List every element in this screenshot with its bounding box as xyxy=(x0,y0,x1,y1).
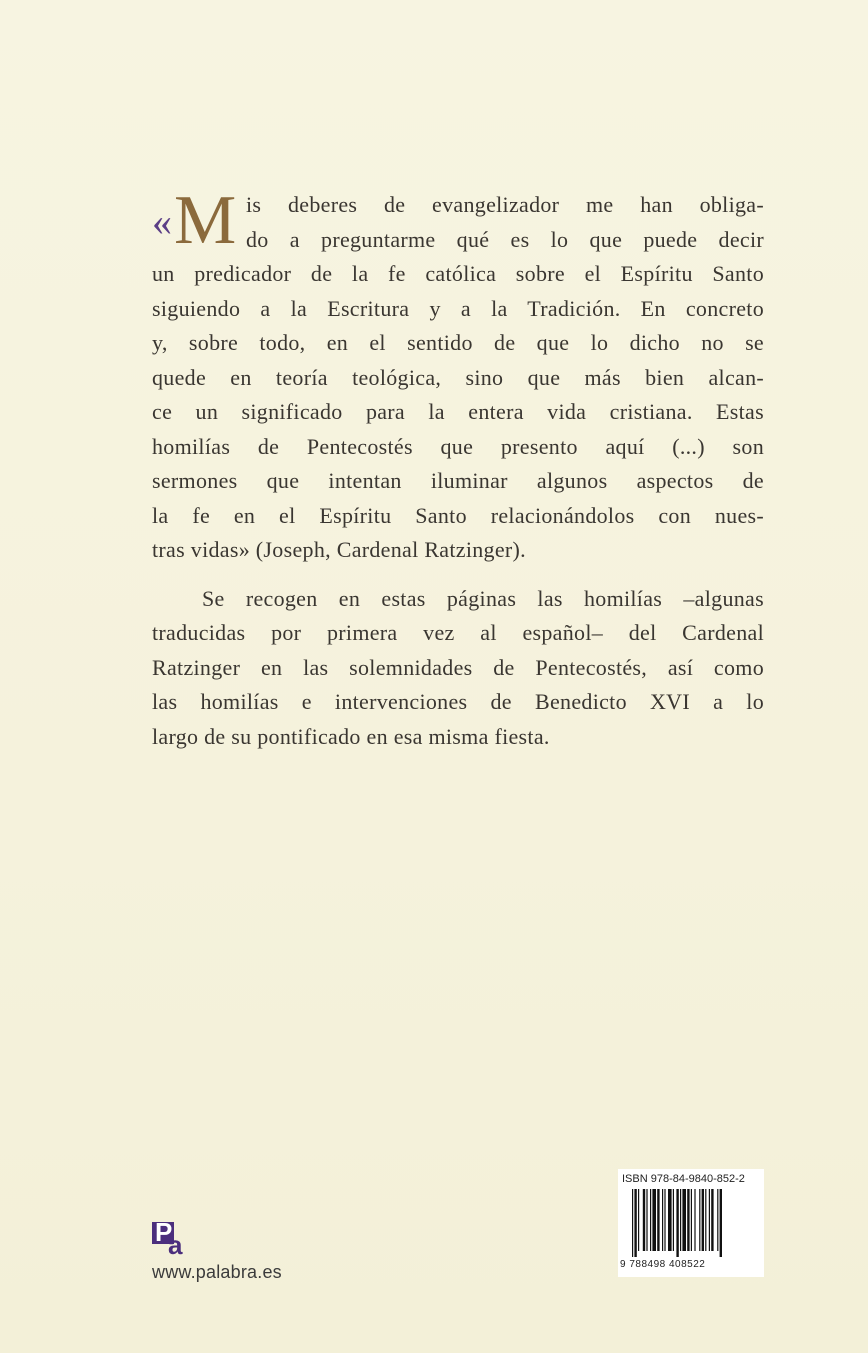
logo-letter-p: P xyxy=(155,1217,173,1247)
text-line: tras vidas» (Joseph, Cardenal Ratzinger). xyxy=(152,537,526,562)
text-line: largo de su pontificado en esa misma fiesta. xyxy=(152,723,550,749)
text-line: do a preguntarme qué es lo que puede decir xyxy=(246,226,764,252)
isbn-label: ISBN 978-84-9840-852-2 xyxy=(622,1173,745,1185)
drop-cap xyxy=(152,182,237,259)
isbn-barcode xyxy=(618,1169,764,1277)
text-line: siguiendo a la Escritura y a la Tradición. En concreto xyxy=(152,295,764,321)
text-line: las homilías e intervenciones de Benedicto XVI a lo xyxy=(152,689,764,714)
text-line: quede en teoría teológica, sino que más bien alcan- xyxy=(152,364,764,390)
logo-letter-a: a xyxy=(168,1230,183,1260)
text-line: homilías de Pentecostés que presento aquí (...) son xyxy=(152,433,764,459)
palabra-logo-icon xyxy=(152,1217,192,1260)
text-line: y, sobre todo, en el sentido de que lo dicho no se xyxy=(152,330,764,355)
publisher-block xyxy=(152,1217,282,1283)
opening-quote: « xyxy=(152,199,172,244)
ean-digits: 9 788498 408522 xyxy=(620,1259,706,1270)
text-line: sermones que intentan iluminar algunos aspectos de xyxy=(152,468,764,493)
text-line: un predicador de la fe católica sobre el Espíritu Santo xyxy=(152,261,764,286)
text-line: traducidas por primera vez al español– del Cardenal xyxy=(152,620,764,645)
text-line: Se recogen en estas páginas las homilías –algunas xyxy=(202,585,764,611)
text-line: la fe en el Espíritu Santo relacionándolos con nues- xyxy=(152,502,764,528)
blurb-text xyxy=(152,182,764,754)
first-paragraph xyxy=(152,182,764,568)
text-line: ce un significado para la entera vida cristiana. Estas xyxy=(152,399,764,424)
second-paragraph xyxy=(152,582,764,755)
drop-cap-letter: M xyxy=(174,182,237,259)
text-line: Ratzinger en las solemnidades de Pentecostés, así como xyxy=(152,654,764,680)
barcode-icon xyxy=(632,1189,752,1257)
publisher-url[interactable]: www.palabra.es xyxy=(152,1262,282,1282)
text-line: is deberes de evangelizador me han obliga- xyxy=(246,192,764,217)
